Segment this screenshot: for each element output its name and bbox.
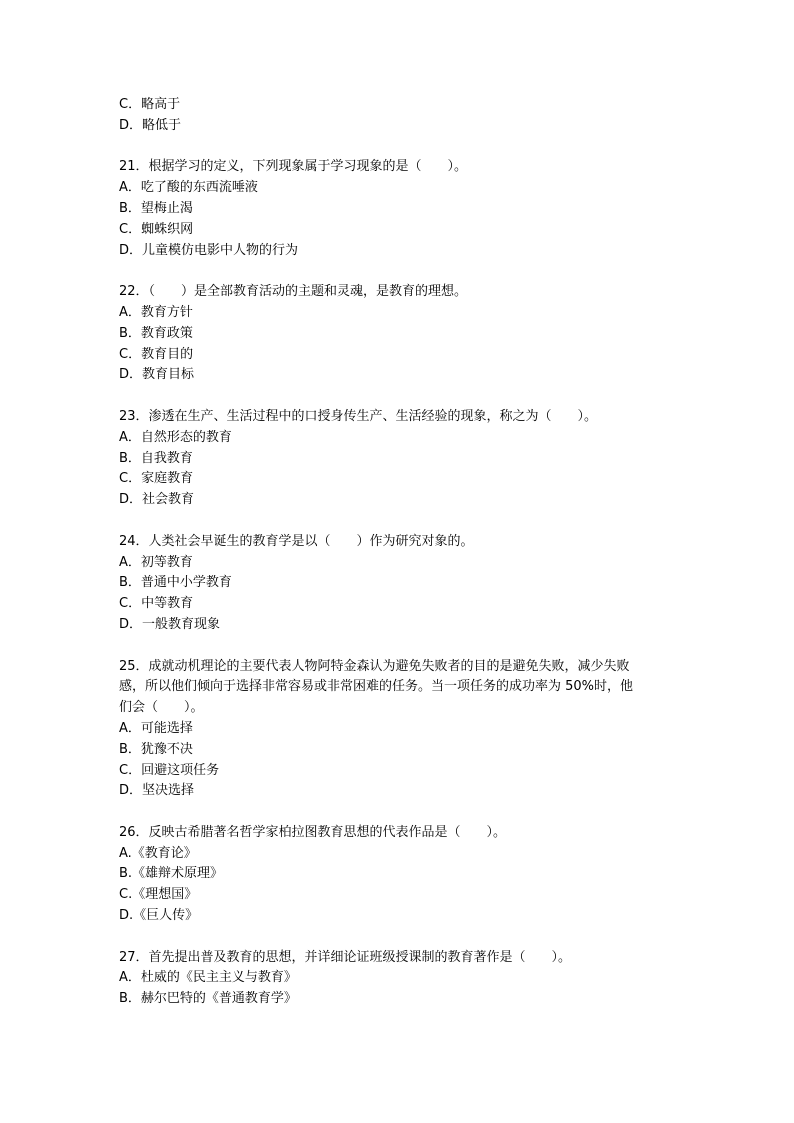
option-c: C．教育目的 bbox=[119, 346, 194, 362]
question-24 bbox=[119, 532, 679, 636]
option-c: C．家庭教育 bbox=[119, 471, 194, 487]
option-a: A．吃了酸的东西流唾液 bbox=[119, 180, 258, 196]
question-22 bbox=[119, 282, 679, 386]
question-stem-line-2: 感，所以他们倾向于选择非常容易或非常困难的任务。当一项任务的成功率为 50%时，他 bbox=[119, 679, 634, 695]
question-stem-line-1: 25．成就动机理论的主要代表人物阿特金森认为避免失败者的目的是避免失败，减少失败 bbox=[119, 658, 630, 674]
question-26 bbox=[119, 823, 679, 927]
option-d: D．社会教育 bbox=[119, 492, 195, 508]
question-23 bbox=[119, 407, 679, 511]
option-a: A．杜威的《民主主义与教育》 bbox=[119, 970, 297, 986]
option-a: A．教育方针 bbox=[119, 304, 193, 320]
previous-question-options bbox=[119, 95, 679, 137]
option-d: D．教育目标 bbox=[119, 367, 195, 383]
question-stem: 27．首先提出普及教育的思想，并详细论证班级授课制的教育著作是（ ）。 bbox=[119, 949, 572, 965]
option-a: A．初等教育 bbox=[119, 554, 193, 570]
option-c: C．中等教育 bbox=[119, 596, 194, 612]
option-b: B．教育政策 bbox=[119, 325, 193, 341]
option-c: C．略高于 bbox=[119, 97, 181, 112]
question-stem: 23．渗透在生产、生活过程中的口授身传生产、生活经验的现象，称之为（ ）。 bbox=[119, 408, 598, 424]
option-b: B．自我教育 bbox=[119, 450, 193, 466]
question-stem: 21．根据学习的定义，下列现象属于学习现象的是（ ）。 bbox=[119, 159, 468, 175]
option-d: D．略低于 bbox=[119, 117, 182, 133]
question-21 bbox=[119, 157, 679, 261]
option-b: B．赫尔巴特的《普通教育学》 bbox=[119, 991, 297, 1007]
option-c: C.《理想国》 bbox=[119, 887, 198, 903]
question-stem: 24．人类社会早诞生的教育学是以（ ）作为研究对象的。 bbox=[119, 533, 474, 549]
question-27 bbox=[119, 948, 679, 1010]
document-page bbox=[119, 95, 679, 1031]
option-a: A.《教育论》 bbox=[119, 845, 197, 861]
option-d: D．坚决选择 bbox=[119, 783, 195, 799]
option-b: B．望梅止渴 bbox=[119, 200, 193, 216]
question-stem-line-3: 们会（ ）。 bbox=[119, 700, 204, 716]
option-d: D．儿童模仿电影中人物的行为 bbox=[119, 242, 299, 258]
question-25 bbox=[119, 657, 679, 803]
option-b: B．普通中小学教育 bbox=[119, 575, 232, 591]
option-c: C．回避这项任务 bbox=[119, 762, 220, 778]
question-stem: 26．反映古希腊著名哲学家柏拉图教育思想的代表作品是（ ）。 bbox=[119, 824, 507, 840]
question-stem: 22．（ ）是全部教育活动的主题和灵魂，是教育的理想。 bbox=[119, 284, 468, 300]
option-b: B.《雄辩术原理》 bbox=[119, 866, 224, 882]
option-a: A．自然形态的教育 bbox=[119, 429, 232, 445]
option-a: A．可能选择 bbox=[119, 720, 193, 736]
option-d: D.《巨人传》 bbox=[119, 908, 199, 924]
option-c: C．蜘蛛织网 bbox=[119, 221, 194, 237]
option-d: D．一般教育现象 bbox=[119, 616, 221, 632]
option-b: B．犹豫不决 bbox=[119, 741, 193, 757]
